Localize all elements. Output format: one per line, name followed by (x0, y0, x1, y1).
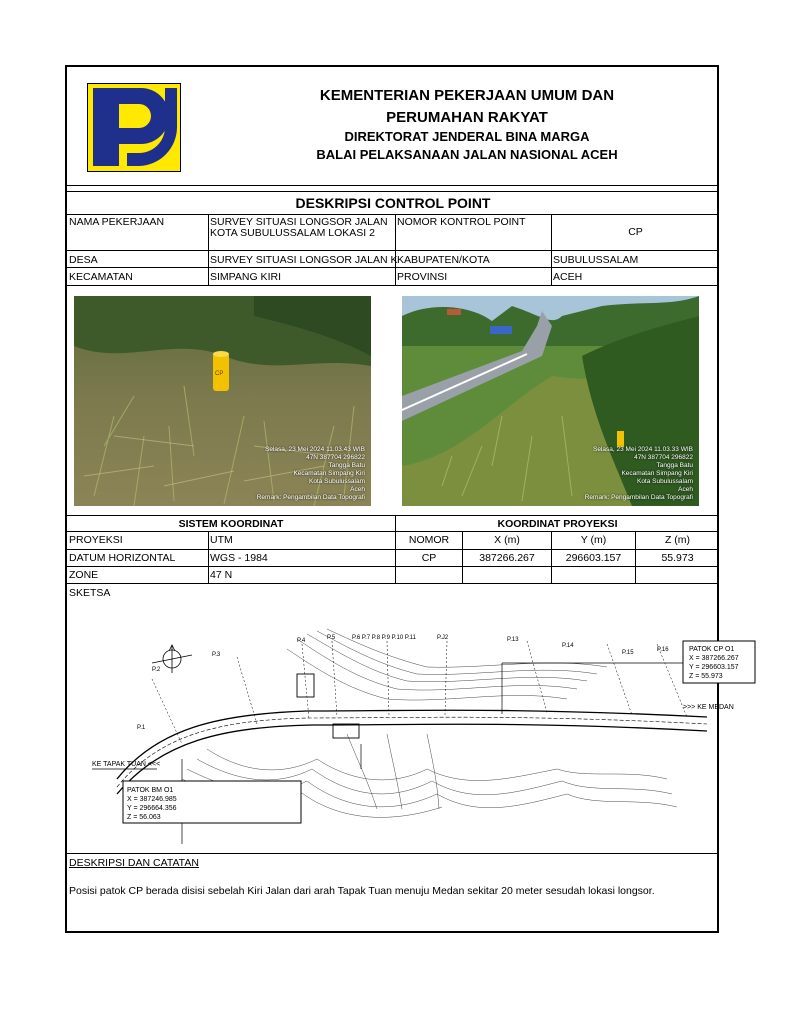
svg-text:P.J2: P.J2 (437, 635, 449, 641)
desa-value: SURVEY SITUASI LONGSOR JALAN K (210, 254, 398, 266)
nomor-kontrol-value: CP (628, 226, 643, 238)
svg-text:P.16: P.16 (657, 647, 669, 653)
koordinat-proyeksi-title: KOORDINAT PROYEKSI (497, 518, 618, 530)
sketsa-label: SKETSA (69, 587, 111, 599)
section-title: DESKRIPSI CONTROL POINT (295, 195, 491, 211)
deskripsi-text: Posisi patok CP berada disisi sebelah Kiri Jalan dari arah Tapak Tuan menuju Medan sekitar 20 meter sesudah lokasi longsor. (69, 885, 655, 897)
nama-pekerjaan-line1: SURVEY SITUASI LONGSOR JALAN (210, 216, 388, 228)
datum-label: DATUM HORIZONTAL (69, 552, 176, 564)
svg-text:P.13: P.13 (507, 637, 519, 643)
svg-text:P.5: P.5 (327, 635, 336, 641)
svg-text:P.2: P.2 (152, 667, 161, 673)
proyeksi-value: UTM (210, 534, 233, 546)
patok-bm-y: Y = 296664.356 (127, 805, 177, 812)
kabupaten-value: SUBULUSSALAM (553, 254, 639, 266)
patok-bm-title: PATOK BM O1 (127, 787, 174, 794)
row-z: 55.973 (661, 552, 694, 564)
patok-cp-y: Y = 296603.157 (689, 664, 739, 671)
regional-office: BALAI PELAKSANAAN JALAN NASIONAL ACEH (316, 147, 618, 162)
svg-text:P.1: P.1 (137, 725, 146, 731)
column-y: Y (m) (580, 534, 607, 546)
svg-text:P.6 P.7 P.8 P.9 P.10 P.11: P.6 P.7 P.8 P.9 P.10 P.11 (352, 635, 416, 641)
svg-text:P.4: P.4 (297, 638, 306, 644)
directorate: DIREKTORAT JENDERAL BINA MARGA (344, 129, 590, 144)
site-sketch (87, 629, 739, 825)
column-nomor: NOMOR (408, 534, 450, 546)
patok-cp-x: X = 387266.267 (689, 655, 739, 662)
row-nomor: CP (421, 552, 437, 564)
ministry-line1: KEMENTERIAN PEKERJAAN UMUM DAN (319, 87, 615, 104)
nomor-kontrol-label: NOMOR KONTROL POINT (397, 216, 526, 228)
provinsi-label: PROVINSI (397, 271, 448, 283)
nama-pekerjaan-line2: KOTA SUBULUSSALAM LOKASI 2 (210, 227, 375, 239)
row-x: 387266.267 (479, 552, 535, 564)
patok-bm-x: X = 387246.985 (127, 796, 177, 803)
ministry-line2: PERUMAHAN RAKYAT (386, 109, 548, 126)
patok-cp-z: Z = 55.973 (689, 673, 723, 680)
zone-value: 47 N (210, 569, 233, 581)
kecamatan-label: KECAMATAN (69, 271, 133, 283)
proyeksi-label: PROYEKSI (69, 534, 123, 546)
svg-text:P.3: P.3 (212, 652, 221, 658)
deskripsi-title: DESKRIPSI DAN CATATAN (69, 857, 199, 869)
kecamatan-value: SIMPANG KIRI (210, 271, 281, 283)
provinsi-value: ACEH (553, 271, 583, 283)
nama-pekerjaan-label: NAMA PEKERJAAN (69, 216, 165, 228)
patok-bm-z: Z = 56.063 (127, 814, 161, 821)
svg-text:CP: CP (215, 371, 224, 377)
control-point-sheet (65, 65, 739, 933)
sistem-koordinat-title: SISTEM KOORDINAT (178, 518, 284, 530)
ke-medan-label: >>> KE MEDAN (683, 704, 734, 711)
svg-text:P.15: P.15 (622, 650, 634, 656)
datum-value: WGS - 1984 (210, 552, 268, 564)
column-x: X (m) (494, 534, 520, 546)
patok-cp-title: PATOK CP O1 (689, 646, 735, 653)
photo-control-point-marker (74, 296, 371, 506)
photo-right-stamp: Selasa, 23 Mei 2024 11.03.33 WIB 47N 387704 296822 Tangga Batu Kecamatan Simpang Kiri Kota Subulussalam Aceh Remark: Pengambilan Data Topografi (584, 446, 693, 501)
zone-label: ZONE (69, 569, 99, 581)
ke-tapak-tuan-label: KE TAPAK TUAN <<< (92, 761, 161, 768)
kabupaten-label: KABUPATEN/KOTA (397, 254, 490, 266)
row-y: 296603.157 (565, 552, 622, 564)
column-z: Z (m) (664, 534, 691, 546)
photo-road-location (402, 296, 699, 506)
photo-left-stamp: Selasa, 23 Mei 2024 11.03.43 WIB 47N 387704 296822 Tangga Batu Kecamatan Simpang Kiri Kota Subulussalam Aceh Remark: Pengambilan Data Topografi (256, 446, 365, 501)
desa-label: DESA (69, 254, 98, 266)
svg-text:P.14: P.14 (562, 643, 574, 649)
